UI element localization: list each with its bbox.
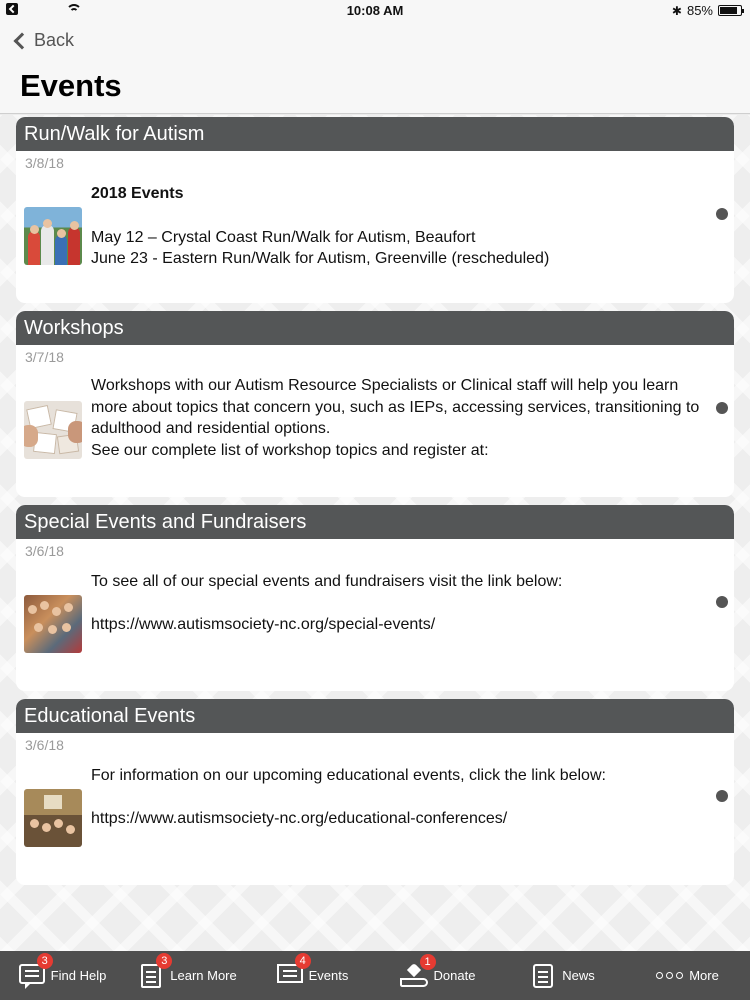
event-title: Workshops: [16, 311, 734, 345]
tab-donate[interactable]: [375, 951, 500, 1000]
chevron-left-icon: [14, 32, 31, 49]
badge-count: 3: [156, 953, 172, 969]
event-line: To see all of our special events and fundraisers visit the link below:: [91, 573, 563, 590]
event-body: [91, 765, 711, 830]
disclosure-dot-icon[interactable]: [716, 208, 728, 220]
heart-hand-icon: [400, 955, 431, 987]
clipboard-icon: [138, 954, 168, 988]
chat-icon: [19, 954, 48, 988]
tab-more[interactable]: [625, 951, 750, 1000]
badge-count: 3: [37, 953, 53, 969]
battery-icon: [718, 5, 742, 16]
event-link[interactable]: https://www.autismsociety-nc.org/educational-conferences/: [91, 810, 508, 827]
event-thumbnail: [24, 401, 82, 459]
event-line: For information on our upcoming educational events, click the link below:: [91, 767, 606, 784]
back-button[interactable]: [12, 30, 74, 51]
battery-percent: 85%: [686, 3, 713, 18]
event-body: [91, 571, 711, 636]
tab-label: Learn More: [170, 968, 237, 983]
tab-label: Find Help: [50, 968, 107, 983]
status-bar: [0, 0, 750, 22]
status-time: 10:08 AM: [346, 3, 404, 18]
events-list[interactable]: [0, 115, 750, 951]
tab-label: More: [689, 968, 719, 983]
event-thumbnail: [24, 595, 82, 653]
tab-events[interactable]: [250, 951, 375, 1000]
event-line: [91, 593, 711, 615]
event-body: [91, 375, 711, 461]
event-line: See our complete list of workshop topics and register at:: [91, 441, 489, 459]
bluetooth-icon: ✱: [671, 3, 682, 18]
disclosure-dot-icon[interactable]: [716, 596, 728, 608]
tab-label: News: [562, 968, 595, 983]
tab-label: Events: [308, 968, 349, 983]
event-body: [91, 183, 711, 270]
event-date: 3/6/18: [25, 737, 64, 753]
event-title: Educational Events: [16, 699, 734, 733]
event-card[interactable]: [16, 311, 734, 497]
more-dots-icon: [656, 972, 683, 979]
page-title: Events: [20, 68, 122, 103]
event-card[interactable]: [16, 505, 734, 691]
event-heading: 2018 Events: [91, 185, 184, 202]
event-link[interactable]: https://www.autismsociety-nc.org/special-events/: [91, 616, 436, 633]
tab-find-help[interactable]: [0, 951, 125, 1000]
back-label: Back: [34, 30, 75, 50]
event-line: June 23 - Eastern Run/Walk for Autism, Greenville (rescheduled): [91, 250, 550, 267]
event-line: Workshops with our Autism Resource Specialists or Clinical staff will help you learn more about topics that concern you, such as IEPs, accessing services, transitioning to adulthood and residential options.: [91, 377, 704, 437]
event-line: May 12 – Crystal Coast Run/Walk for Autism, Beaufort: [91, 228, 476, 246]
event-date: 3/7/18: [25, 349, 64, 365]
badge-count: 4: [295, 953, 311, 969]
event-thumbnail: [24, 207, 82, 265]
tab-label: Donate: [433, 968, 476, 983]
presentation-board-icon: [277, 954, 306, 988]
disclosure-dot-icon[interactable]: [716, 402, 728, 414]
event-date: 3/6/18: [25, 543, 64, 559]
event-date: 3/8/18: [25, 155, 64, 171]
disclosure-dot-icon[interactable]: [716, 790, 728, 802]
event-thumbnail: [24, 789, 82, 847]
event-card[interactable]: [16, 699, 734, 885]
event-title: Run/Walk for Autism: [16, 117, 734, 151]
navigation-bar: [0, 22, 750, 114]
tab-news[interactable]: [500, 951, 625, 1000]
news-icon: [530, 964, 556, 988]
event-title: Special Events and Fundraisers: [16, 505, 734, 539]
tab-bar: [0, 951, 750, 1000]
badge-count: 1: [420, 954, 436, 970]
tab-learn-more[interactable]: [125, 951, 250, 1000]
event-line: [91, 787, 711, 809]
event-card[interactable]: [16, 117, 734, 303]
